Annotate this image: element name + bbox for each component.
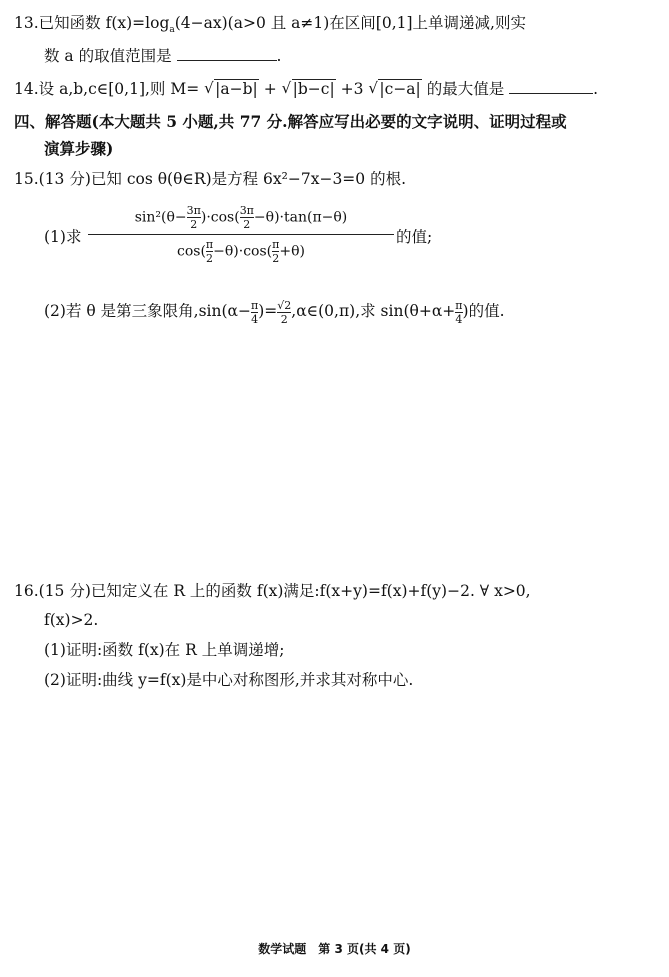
frac-den: 4 xyxy=(251,312,259,326)
q16-part1: (1)证明:函数 f(x)在 R 上单调递增; xyxy=(44,641,285,659)
q16-line1: 16.(15 分)已知定义在 R 上的函数 f(x)满足:f(x+y)=f(x)+f(y)−2. ∀ x>0, xyxy=(14,582,531,600)
q14-sqrt-2 xyxy=(282,78,336,100)
q15-num-c: −θ)·tan(π−θ) xyxy=(253,209,348,226)
q14-sqrt-1 xyxy=(204,78,259,100)
q14-radicand-2: |b−c| xyxy=(292,80,335,98)
q14-ask: 的最大值是 xyxy=(426,80,505,98)
q14-radicand-1: |a−b| xyxy=(215,80,258,98)
q13-condition: (4−ax)(a>0 且 a≠1)在区间[0,1]上单调递减,则实 xyxy=(174,14,526,32)
q13-ask: 数 a 的取值范围是 xyxy=(44,47,172,65)
q14-text: 14.设 a,b,c∈[0,1],则 M= xyxy=(14,80,200,98)
q15-numerator xyxy=(88,204,394,235)
q15-answer-space[interactable] xyxy=(14,340,654,575)
frac-3pi-2b xyxy=(240,204,254,231)
q13-line1 xyxy=(14,12,526,41)
q15-den-a: cos( xyxy=(176,243,206,260)
frac-num: 3π xyxy=(186,204,201,217)
q15-stem: 15.(13 分)已知 cos θ(θ∈R)是方程 6x²−7x−3=0 的根. xyxy=(14,170,407,188)
q16-part2: (2)证明:曲线 y=f(x)是中心对称图形,并求其对称中心. xyxy=(44,671,414,689)
section-heading-line1: 四、解答题(本大题共 5 小题,共 77 分.解答应写出必要的文字说明、证明过程或 xyxy=(14,112,567,131)
frac-den: 2 xyxy=(206,252,214,265)
q13-answer-blank[interactable] xyxy=(177,46,277,61)
q16-answer-space[interactable] xyxy=(14,700,654,930)
q13-period: . xyxy=(276,47,282,65)
frac-den: 2 xyxy=(243,218,251,231)
frac-den: 4 xyxy=(455,312,463,326)
frac-num: 3π xyxy=(239,204,254,217)
q15-num-b: )·cos( xyxy=(200,209,240,226)
page-footer: 数学试题 第 3 页(共 4 页) xyxy=(258,942,411,956)
q15-p2-d: )的值. xyxy=(462,302,505,320)
q14-radicand-3: |c−a| xyxy=(379,80,421,98)
frac-num: π xyxy=(272,238,280,251)
q13-function: f(x)=log xyxy=(105,14,170,32)
q16-line2: f(x)>2. xyxy=(44,611,99,629)
q15-num-a: sin²(θ− xyxy=(134,209,187,226)
frac-num: π xyxy=(250,298,259,312)
q15-p2-b: )= xyxy=(258,302,278,320)
q15-big-fraction xyxy=(88,204,394,265)
frac-sqrt2-2 xyxy=(277,299,291,326)
frac-den: 2 xyxy=(280,312,288,326)
frac-den: 2 xyxy=(272,252,280,265)
q13-log-base: a xyxy=(169,25,175,36)
q14-plus-3: +3 xyxy=(340,80,364,98)
frac-num: π xyxy=(455,298,463,312)
q15-p2-a: (2)若 θ 是第三象限角,sin(α− xyxy=(44,302,251,320)
q14-line xyxy=(14,78,598,100)
q13-text: 13.已知函数 xyxy=(14,14,101,32)
q15-part2 xyxy=(44,296,505,326)
frac-3pi-2 xyxy=(187,204,201,231)
q14-plus: + xyxy=(263,80,277,98)
q15-part1-label: (1)求 xyxy=(44,228,82,246)
q15-part1-suffix: 的值; xyxy=(396,228,433,246)
q14-period: . xyxy=(593,80,599,98)
q15-den-c: +θ) xyxy=(279,243,305,260)
section-heading-line2: 演算步骤) xyxy=(44,139,114,158)
q15-p2-c: ,α∈(0,π),求 sin(θ+α+ xyxy=(291,302,456,320)
q15-den-b: −θ)·cos( xyxy=(213,243,273,260)
frac-num: π xyxy=(205,238,214,251)
q13-line2 xyxy=(44,45,281,67)
q14-sqrt-3 xyxy=(368,78,421,100)
frac-den: 2 xyxy=(190,218,198,231)
q14-answer-blank[interactable] xyxy=(509,79,593,94)
frac-pi-4b xyxy=(455,299,462,326)
q15-denominator xyxy=(88,235,394,265)
frac-num: √2 xyxy=(277,298,292,312)
